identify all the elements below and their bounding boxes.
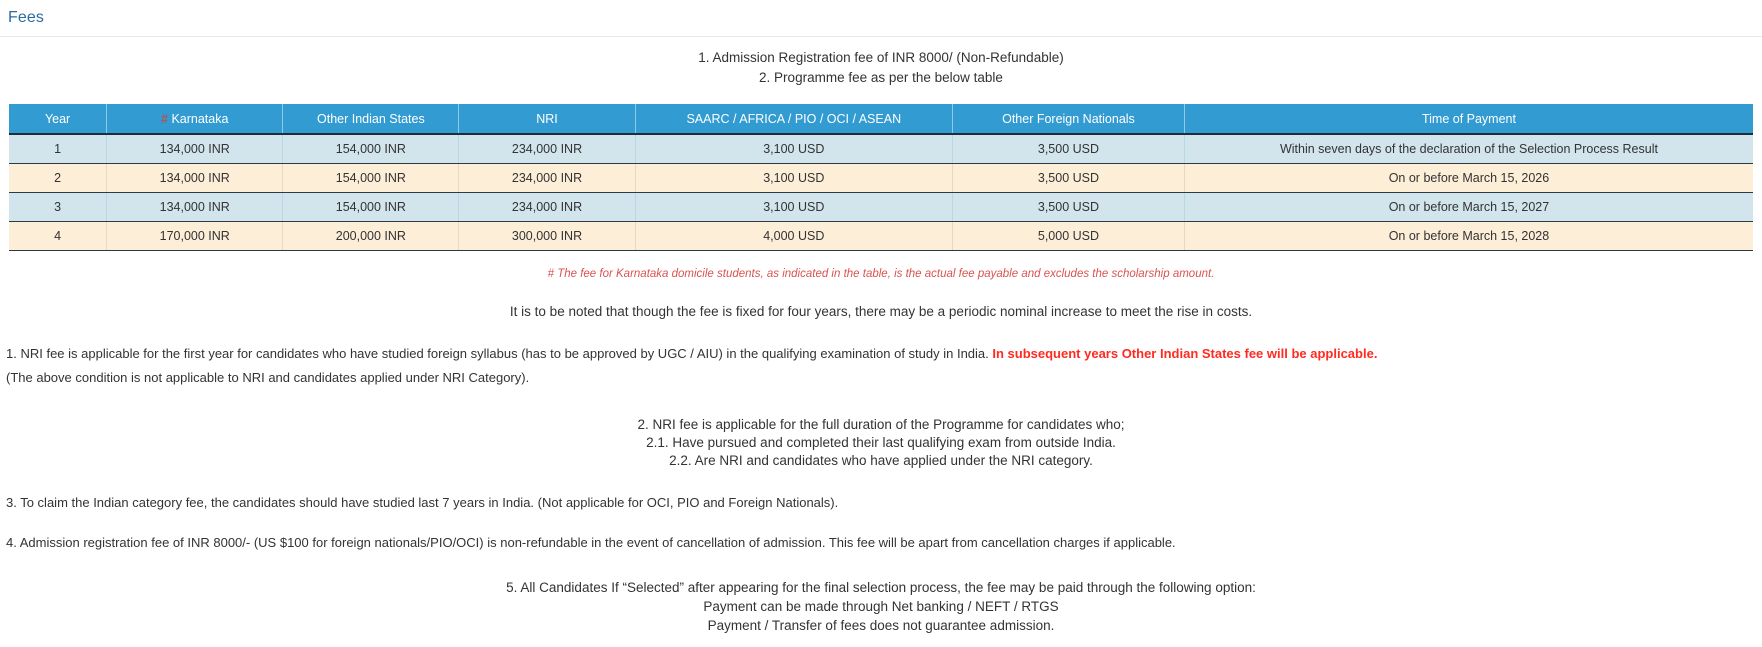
cell-saarc: 3,100 USD (635, 163, 952, 192)
cell-other-foreign: 5,000 USD (952, 221, 1184, 250)
page-title: Fees (8, 9, 44, 26)
cell-other-foreign: 3,500 USD (952, 192, 1184, 221)
nri-full-line-3: 2.2. Are NRI and candidates who have applied under the NRI category. (669, 452, 1093, 468)
cell-other-foreign: 3,500 USD (952, 163, 1184, 192)
payment-line-3: Payment / Transfer of fees does not guarantee admission. (707, 617, 1055, 633)
cell-karnataka: 134,000 INR (107, 192, 283, 221)
col-header-year: Year (9, 104, 107, 134)
payment-line-2: Payment can be made through Net banking / NEFT / RTGS (703, 598, 1059, 614)
nri-full-line-1: 2. NRI fee is applicable for the full duration of the Programme for candidates who; (637, 416, 1125, 432)
col-header-karnataka-label: Karnataka (171, 111, 229, 126)
karnataka-footnote: # The fee for Karnataka domicile students, as indicated in the table, is the actual fee payable and excludes the scholarship amount. (547, 267, 1215, 280)
cell-nri: 234,000 INR (459, 134, 635, 163)
cell-nri: 234,000 INR (459, 192, 635, 221)
col-header-karnataka (107, 104, 283, 134)
intro-line-1: 1. Admission Registration fee of INR 8000/ (Non-Refundable) (698, 50, 1064, 65)
nri-first-year-note (0, 343, 1762, 365)
cell-time-of-payment: On or before March 15, 2027 (1184, 192, 1753, 221)
cell-saarc: 3,100 USD (635, 134, 952, 163)
cell-other-indian-states: 200,000 INR (283, 221, 459, 250)
cell-time-of-payment: On or before March 15, 2026 (1184, 163, 1753, 192)
col-header-other-indian-states: Other Indian States (283, 104, 459, 134)
cell-time-of-payment: Within seven days of the declaration of the Selection Process Result (1184, 134, 1753, 163)
intro-line-2: 2. Programme fee as per the below table (759, 70, 1003, 85)
cell-saarc: 4,000 USD (635, 221, 952, 250)
cell-saarc: 3,100 USD (635, 192, 952, 221)
table-row (9, 163, 1753, 192)
cell-karnataka: 170,000 INR (107, 221, 283, 250)
nri-full-duration-block (0, 416, 1762, 470)
fees-table-body (9, 134, 1753, 250)
periodic-increase-note: It is to be noted that though the fee is fixed for four years, there may be a periodic nominal increase to meet the rise in costs. (509, 303, 1253, 319)
nri-note-red-emphasis: In subsequent years Other Indian States fee will be applicable. (992, 345, 1378, 361)
point-5-payment-options (0, 578, 1762, 635)
table-row (9, 134, 1753, 163)
point-3-indian-category: 3. To claim the Indian category fee, the candidates should have studied last 7 years in India. (Not applicable for OCI, PIO and Foreign Nationals). (6, 494, 839, 510)
nri-note-sub: (The above condition is not applicable to NRI and candidates applied under NRI Category). (6, 369, 530, 385)
col-header-time-of-payment: Time of Payment (1184, 104, 1753, 134)
nri-note-main-text: 1. NRI fee is applicable for the first year for candidates who have studied foreign syllabus (has to be approved by UGC / AIU) in the qualifying examination of study in India. (6, 345, 993, 361)
cell-nri: 300,000 INR (459, 221, 635, 250)
col-header-other-foreign-nationals: Other Foreign Nationals (952, 104, 1184, 134)
fees-table (9, 104, 1753, 251)
col-header-nri: NRI (459, 104, 635, 134)
cell-other-indian-states: 154,000 INR (283, 163, 459, 192)
cell-other-foreign: 3,500 USD (952, 134, 1184, 163)
cell-other-indian-states: 154,000 INR (283, 192, 459, 221)
fees-table-wrap (0, 104, 1762, 251)
cell-year: 4 (9, 221, 107, 250)
table-row (9, 192, 1753, 221)
cell-karnataka: 134,000 INR (107, 134, 283, 163)
cell-nri: 234,000 INR (459, 163, 635, 192)
cell-year: 3 (9, 192, 107, 221)
page-header (0, 0, 1762, 37)
cell-other-indian-states: 154,000 INR (283, 134, 459, 163)
karnataka-hash-marker: # (161, 111, 168, 126)
table-header-row (9, 104, 1753, 134)
nri-full-line-2: 2.1. Have pursued and completed their last qualifying exam from outside India. (646, 434, 1116, 450)
payment-line-1: 5. All Candidates If “Selected” after appearing for the final selection process, the fee may be paid through the following option: (506, 579, 1256, 595)
col-header-saarc: SAARC / AFRICA / PIO / OCI / ASEAN (635, 104, 952, 134)
cell-year: 2 (9, 163, 107, 192)
intro-block (0, 48, 1762, 88)
point-4-registration-fee: 4. Admission registration fee of INR 8000/- (US $100 for foreign nationals/PIO/OCI) is non-refundable in the event of cancellation of admission. This fee will be apart from cancellation charges if applicable. (6, 534, 1176, 550)
fees-table-head (9, 104, 1753, 134)
cell-karnataka: 134,000 INR (107, 163, 283, 192)
table-row (9, 221, 1753, 250)
cell-year: 1 (9, 134, 107, 163)
cell-time-of-payment: On or before March 15, 2028 (1184, 221, 1753, 250)
